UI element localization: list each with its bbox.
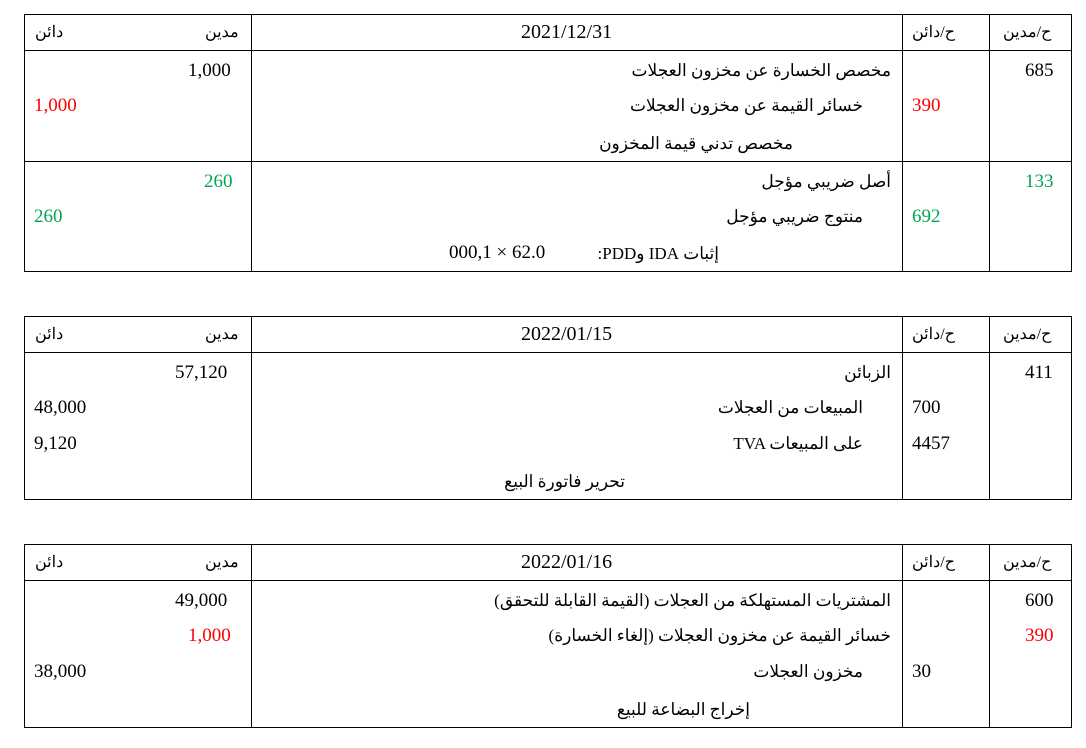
entry-memo: مخصص تدني قيمة المخزون [599,134,793,153]
credit-account: 700 [912,397,941,418]
entry-memo: إخراج البضاعة للبيع [616,700,750,719]
credit-account: 30 [912,661,931,682]
header-debit: مدين [205,326,239,343]
credit-account: 692 [912,206,941,227]
credit-account: 390 [912,95,941,116]
header-debit-account: ح/مدين [1003,554,1052,571]
journal-entry-2021-12-31 [24,14,1072,272]
entry-memo-calculation: 0.26 × 1,000 [449,242,546,263]
entry-memo: تحرير فاتورة البيع [504,472,625,491]
entry-label: الزبائن [844,363,891,382]
credit-amount: 9,120 [34,433,77,454]
journal-date: 2021/12/31 [521,21,613,43]
entry-label: المشتريات المستهلكة من العجلات (القيمة القابلة للتحقق) [494,591,891,610]
header-credit-account: ح/دائن [912,24,955,41]
credit-amount: 1,000 [34,95,77,116]
journal-entry-2022-01-15 [24,316,1072,500]
debit-amount: 1,000 [188,60,231,81]
debit-amount: 49,000 [175,590,228,611]
entry-label: خسائر القيمة عن مخزون العجلات [629,96,863,115]
debit-account: 685 [1025,60,1054,81]
journal-date: 2022/01/15 [521,323,613,345]
header-credit-account: ح/دائن [912,554,955,571]
debit-account: 600 [1025,590,1054,611]
journal-date: 2022/01/16 [521,551,613,573]
entry-label: المبيعات من العجلات [717,398,863,417]
header-credit-account: ح/دائن [912,326,955,343]
header-debit: مدين [205,554,239,571]
entry-label: TVA على المبيعات [733,434,863,453]
journal-entry-2022-01-16 [24,544,1072,728]
debit-account: 390 [1025,625,1054,646]
header-debit: مدين [205,24,239,41]
entry-label: مخزون العجلات [753,662,863,681]
entry-memo: إثبات IDA وPDD: [597,244,719,263]
entry-label: أصل ضريبي مؤجل [761,172,891,191]
credit-amount: 38,000 [34,661,87,682]
header-debit-account: ح/مدين [1003,24,1052,41]
debit-account: 411 [1025,362,1053,383]
header-credit: دائن [35,554,64,571]
debit-amount: 260 [204,171,233,192]
header-debit-account: ح/مدين [1003,326,1052,343]
credit-amount: 48,000 [34,397,87,418]
entry-label: منتوج ضريبي مؤجل [726,207,863,226]
credit-account: 4457 [912,433,950,454]
entry-label: خسائر القيمة عن مخزون العجلات (إلغاء الخسارة) [548,626,891,645]
debit-account: 133 [1025,171,1054,192]
debit-amount: 57,120 [175,362,228,383]
header-credit: دائن [35,24,64,41]
header-credit: دائن [35,326,64,343]
debit-amount: 1,000 [188,625,231,646]
entry-label: مخصص الخسارة عن مخزون العجلات [631,61,891,80]
credit-amount: 260 [34,206,63,227]
